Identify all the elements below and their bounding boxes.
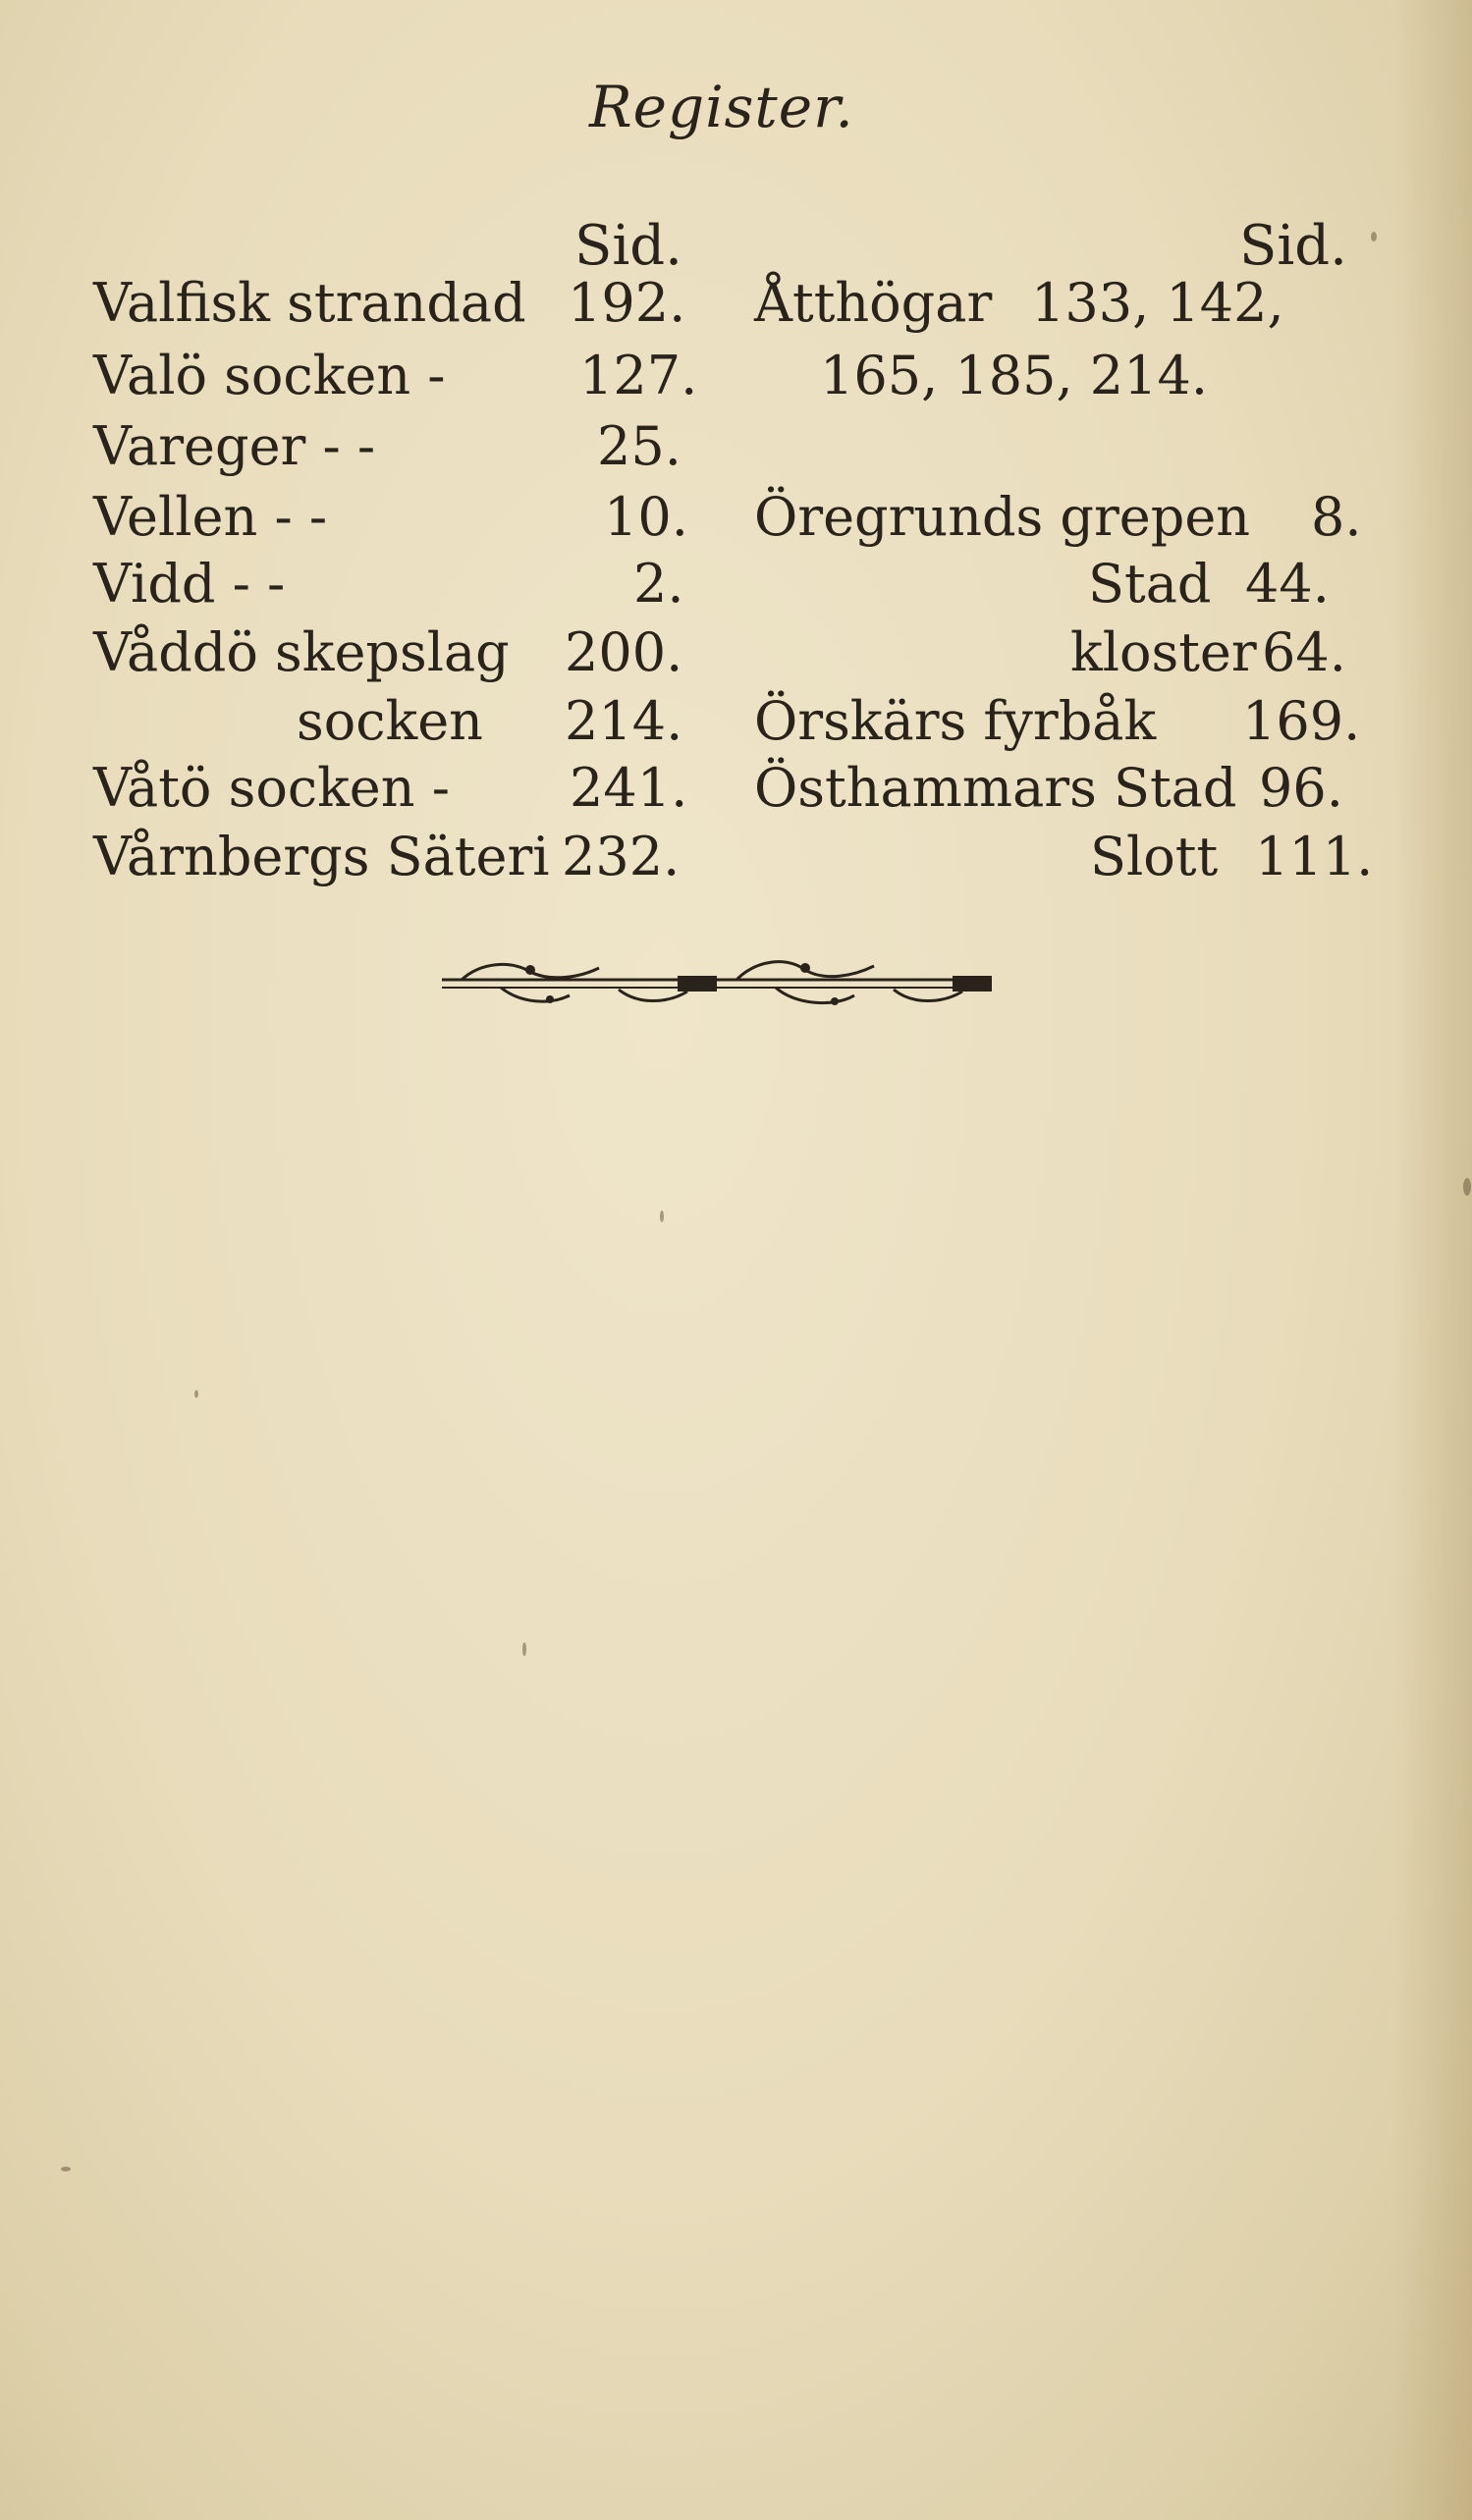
right-column-heading: Sid. xyxy=(1239,214,1347,278)
index-entry-page: 169. xyxy=(1242,690,1361,752)
paper-speck xyxy=(522,1642,526,1656)
index-entry-name: Vidd - - xyxy=(93,553,286,615)
index-entry-name: Stad xyxy=(1088,553,1212,615)
index-entry-page: 2. xyxy=(633,553,684,615)
index-entry-page: 111. xyxy=(1255,826,1374,887)
index-entry-page: 165, 185, 214. xyxy=(820,345,1209,406)
index-entry-name: Östhammars Stad xyxy=(754,757,1237,819)
index-entry-name: Öregrunds grepen xyxy=(754,486,1251,548)
index-entry-page: 200. xyxy=(565,621,683,683)
index-entry-name: Valfisk strandad xyxy=(93,272,526,334)
index-entry-page: 96. xyxy=(1259,757,1343,819)
index-entry-page: 192. xyxy=(568,272,686,334)
index-entry-name: socken xyxy=(297,690,483,752)
index-entry-name: Örskärs fyrbåk xyxy=(754,690,1157,752)
index-entry-page: 133, 142, xyxy=(1031,272,1284,334)
index-entry-page: 8. xyxy=(1311,486,1362,548)
index-entry-name: kloster xyxy=(1070,621,1257,683)
index-entry-name: Våtö socken - xyxy=(93,757,450,819)
index-entry-page: 241. xyxy=(570,757,688,819)
index-entry-name: Vareger - - xyxy=(93,415,376,477)
page-edge-shadow xyxy=(1393,0,1472,2520)
paper-speck xyxy=(1463,1178,1471,1196)
index-entry-name: Vårnbergs Säteri xyxy=(93,826,550,887)
index-entry-name: Våddö skepslag xyxy=(93,621,510,683)
index-entry-page: 214. xyxy=(565,690,683,752)
paper-speck xyxy=(194,1390,198,1398)
index-entry-page: 25. xyxy=(597,415,681,477)
index-entry-page: 10. xyxy=(604,486,688,548)
paper-speck xyxy=(660,1210,664,1222)
index-entry-page: 64. xyxy=(1262,621,1346,683)
index-entry-page: 232. xyxy=(562,826,681,887)
paper-speck xyxy=(1371,232,1377,241)
index-entry-name: Valö socken - xyxy=(93,345,446,406)
paper-speck xyxy=(61,2167,71,2171)
index-entry-name: Åtthögar xyxy=(754,272,993,334)
index-entry-name: Slott xyxy=(1090,826,1219,887)
page-title: Register. xyxy=(589,74,854,140)
index-entry-name: Vellen - - xyxy=(93,486,328,548)
decorative-ornament xyxy=(442,942,992,1021)
left-column-heading: Sid. xyxy=(574,214,682,278)
index-entry-page: 127. xyxy=(579,345,698,406)
index-entry-page: 44. xyxy=(1245,553,1330,615)
